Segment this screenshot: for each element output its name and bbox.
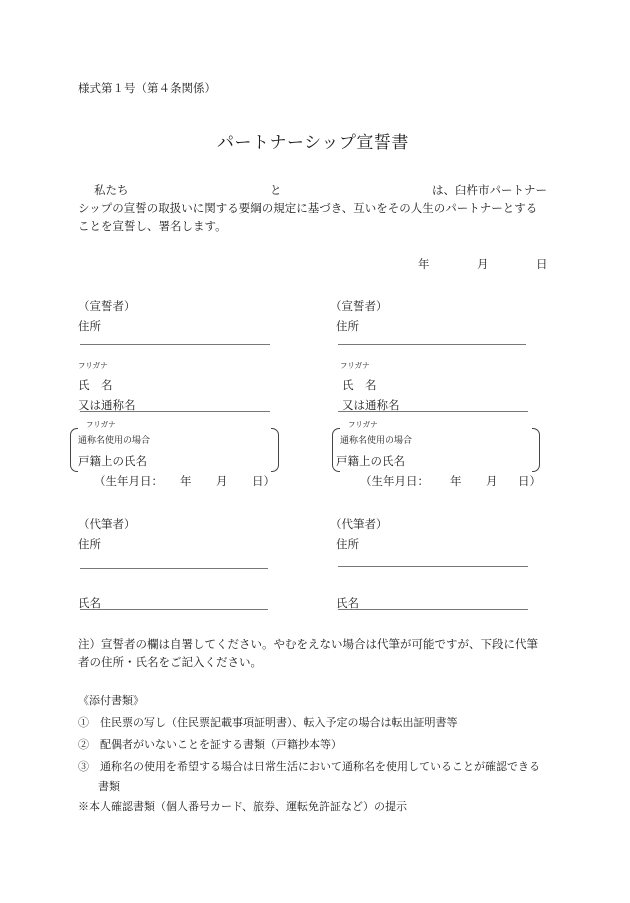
note-line2: 者の住所・氏名をご記入ください。: [78, 655, 262, 669]
declarant2-birth-day: 日）: [518, 474, 541, 488]
body-line1-and: と: [270, 183, 282, 197]
declarant1-registry-name-label: 戸籍上の氏名: [78, 454, 147, 468]
note-line1: 注）宣誓者の欄は自署してください。やむをえない場合は代筆が可能ですが、下段に代筆: [78, 637, 538, 651]
proxy1-name-label: 氏名: [78, 596, 101, 610]
declarant1-alias-label: 又は通称名: [78, 398, 136, 412]
attachment-item2: ② 配偶者がいないことを証する書類（戸籍抄本等）: [78, 738, 342, 751]
declarant1-bracket-right: [271, 428, 279, 472]
declarant1-address-label: 住所: [78, 319, 101, 333]
declarant2-alias-label: 又は通称名: [342, 398, 400, 412]
declarant2-name-label: 氏 名: [342, 378, 377, 392]
proxy2-address-label: 住所: [336, 537, 359, 551]
proxy1-header: （代筆者）: [78, 517, 136, 531]
proxy1-address-line[interactable]: [80, 568, 268, 569]
declarant2-birth-label: （生年月日：: [360, 474, 429, 488]
date-month-label: 月: [477, 257, 489, 271]
proxy2-name-line[interactable]: [338, 609, 528, 610]
declarant2-furigana2-label: フリガナ: [348, 420, 378, 429]
declarant2-bracket-right: [532, 428, 540, 472]
declarant2-header: （宣誓者）: [330, 299, 388, 313]
declarant1-furigana-label: フリガナ: [78, 361, 108, 370]
id-document-note: ※本人確認書類（個人番号カード、旅券、運転免許証など）の提示: [78, 800, 408, 813]
date-day-label: 日: [536, 257, 548, 271]
declarant1-name-line[interactable]: [80, 411, 270, 412]
body-line1-start: 私たち: [94, 183, 129, 197]
attachment-item3: ③ 通称名の使用を希望する場合は日常生活において通称名を使用していることが確認できる: [78, 760, 540, 773]
form-number: 様式第１号（第４条関係）: [78, 81, 216, 95]
declarant1-birth-day: 日）: [252, 474, 275, 488]
page-title: パートナーシップ宣誓書: [217, 133, 409, 153]
declarant1-alias-use-label: 通称名使用の場合: [78, 436, 151, 446]
body-line3: ことを宣誓し、署名します。: [78, 219, 227, 233]
proxy2-address-line[interactable]: [338, 566, 528, 567]
declarant1-birth-label: （生年月日：: [94, 474, 163, 488]
declarant1-furigana2-label: フリガナ: [86, 420, 116, 429]
declarant1-birth-year: 年: [180, 474, 192, 488]
declarant1-name-label: 氏 名: [78, 378, 113, 392]
body-line2: シップの宣誓の取扱いに関する要綱の規定に基づき、互いをその人生のパートナーとする: [78, 201, 538, 215]
proxy2-header: （代筆者）: [330, 517, 388, 531]
declarant1-address-line[interactable]: [80, 344, 270, 345]
declarant1-header: （宣誓者）: [78, 299, 136, 313]
declarant2-furigana-label: フリガナ: [340, 361, 370, 370]
declarant2-registry-name-label: 戸籍上の氏名: [336, 454, 405, 468]
declarant1-bracket-left: [70, 428, 78, 472]
declarant1-birth-month: 月: [216, 474, 228, 488]
proxy1-name-line[interactable]: [80, 609, 268, 610]
attachment-item3-cont: 書類: [98, 780, 120, 793]
declarant2-address-line[interactable]: [338, 344, 526, 345]
declarant2-alias-use-label: 通称名使用の場合: [340, 436, 413, 446]
declarant2-address-label: 住所: [336, 319, 359, 333]
attachment-item1: ① 住民票の写し（住民票記載事項証明書）、転入予定の場合は転出証明書等: [78, 716, 458, 729]
proxy2-name-label: 氏名: [336, 596, 359, 610]
date-year-label: 年: [418, 257, 430, 271]
declarant2-name-line[interactable]: [338, 411, 528, 412]
attachments-header: 《添付書類》: [78, 694, 144, 707]
body-line1-end: は、臼杵市パートナー: [432, 183, 547, 197]
declarant2-birth-year: 年: [450, 474, 462, 488]
declarant2-birth-month: 月: [486, 474, 498, 488]
proxy1-address-label: 住所: [78, 537, 101, 551]
